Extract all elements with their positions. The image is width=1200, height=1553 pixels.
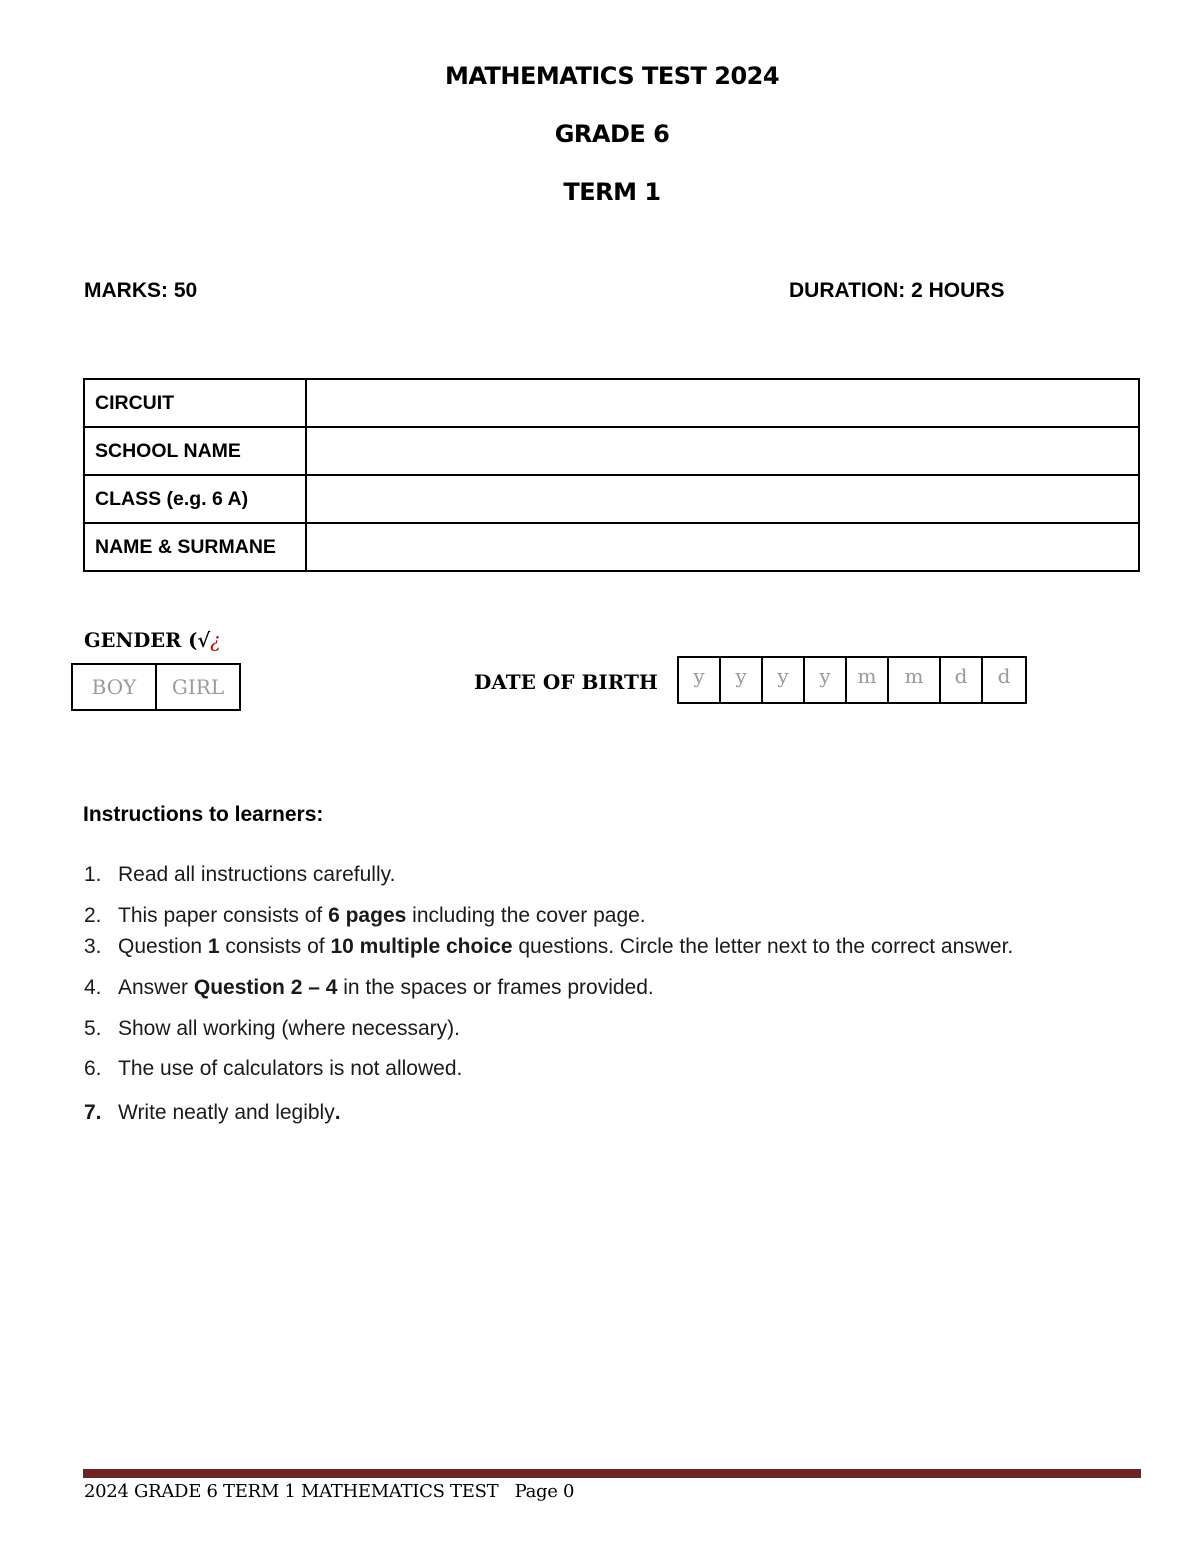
name-surname-label: NAME & SURMANE [84,523,306,571]
dob-month-digit[interactable]: m [847,658,889,702]
footer-text: 2024 GRADE 6 TERM 1 MATHEMATICS TEST Page 0 [84,1481,575,1502]
instruction-number: 6. [84,1057,102,1080]
instruction-text: The use of calculators is not allowed. [118,1057,463,1080]
marks-label: MARKS: 50 [84,279,198,302]
circuit-field[interactable] [306,379,1139,427]
instruction-text: Question [118,935,208,958]
instruction-text: questions. Circle the letter next to the correct answer. [512,935,1014,958]
gender-label-glyph: ¿ [210,629,221,652]
grade-heading: GRADE 6 [554,120,670,148]
instruction-text: Show all working (where necessary). [118,1017,460,1040]
instruction-number: 3. [84,935,102,958]
instruction-text: Write neatly and legibly [118,1101,335,1124]
gender-boxes [71,663,241,711]
instructions-heading: Instructions to learners: [83,803,324,826]
date-of-birth-boxes [677,656,1027,704]
instruction-text: Read all instructions carefully. [118,863,396,886]
instruction-text-bold: . [334,1101,341,1124]
table-row [84,475,1139,523]
dob-month-digit[interactable]: m [889,658,941,702]
table-row [84,427,1139,475]
instruction-text: consists of [219,935,331,958]
gender-label-text: GENDER (√ [84,629,211,652]
table-row [84,379,1139,427]
dob-year-digit[interactable]: y [763,658,805,702]
dob-year-digit[interactable]: y [805,658,847,702]
gender-option-boy[interactable]: BOY [73,665,157,709]
instruction-number: 4. [84,976,102,999]
instruction-text: in the spaces or frames provided. [337,976,654,999]
dob-day-digit[interactable]: d [997,664,1011,688]
instruction-text-bold: 1 [207,935,220,958]
learner-info-table [83,378,1140,572]
instruction-text: Answer [118,976,194,999]
instruction-text-bold: 10 multiple choice [330,935,513,958]
instruction-text: This paper consists of [118,904,329,927]
instruction-item [84,904,646,928]
instruction-number: 7. [84,1101,102,1124]
table-row [84,523,1139,571]
gender-label [84,629,221,652]
class-field[interactable] [306,475,1139,523]
dob-year-digit[interactable]: y [679,658,721,702]
instruction-text: including the cover page. [406,904,646,927]
instruction-text-bold: 6 pages [328,904,407,927]
school-name-label: SCHOOL NAME [84,427,306,475]
duration-label: DURATION: 2 HOURS [789,279,1005,302]
instruction-item [84,1101,341,1125]
circuit-label: CIRCUIT [84,379,306,427]
instruction-item [84,863,395,887]
instruction-number: 1. [84,863,102,886]
dob-day-digit[interactable]: d [941,658,983,702]
instruction-item [84,976,654,1000]
instruction-item [84,1057,462,1081]
instruction-item [84,1017,460,1041]
school-name-field[interactable] [306,427,1139,475]
name-surname-field[interactable] [306,523,1139,571]
footer-rule [83,1469,1141,1478]
test-title: MATHEMATICS TEST 2024 [444,62,780,90]
gender-option-girl[interactable]: GIRL [171,675,225,699]
dob-year-digit[interactable]: y [721,658,763,702]
instruction-item [84,935,1013,959]
instruction-number: 5. [84,1017,102,1040]
instruction-number: 2. [84,904,102,927]
class-label: CLASS (e.g. 6 A) [84,475,306,523]
date-of-birth-label: DATE OF BIRTH [474,670,658,694]
term-heading: TERM 1 [563,178,661,206]
instruction-text-bold: Question 2 – 4 [193,976,338,999]
